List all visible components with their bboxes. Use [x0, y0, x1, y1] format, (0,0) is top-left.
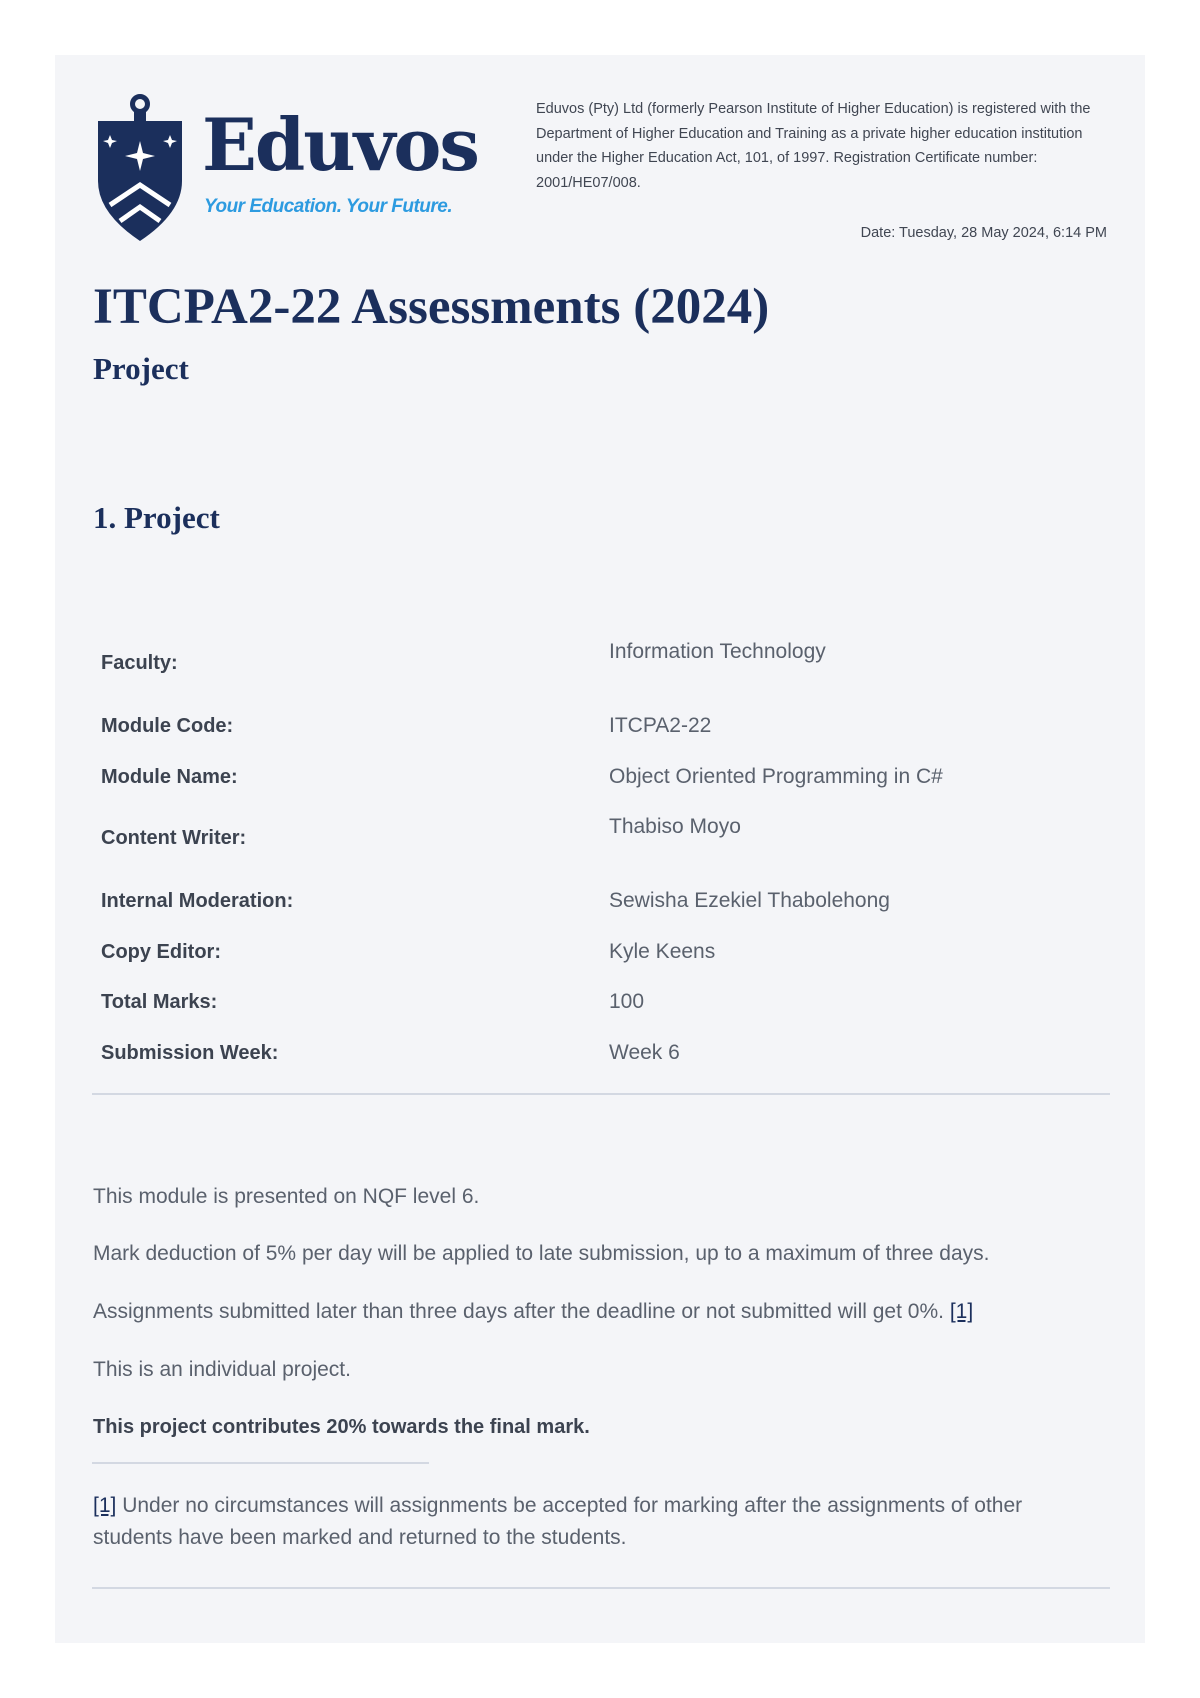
footnote-text: Under no circumstances will assignments be accepted for marking after the assignments of other students have been marked and returned to the students. — [93, 1494, 1023, 1549]
date-line: Date: Tuesday, 28 May 2024, 6:14 PM — [860, 225, 1107, 241]
page-title: ITCPA2-22 Assessments (2024) — [93, 279, 770, 335]
paragraph-late-policy-text: Assignments submitted later than three days after the deadline or not submitted will get 0%. — [93, 1300, 944, 1323]
paragraph-individual: This is an individual project. — [93, 1358, 351, 1381]
info-label: Faculty: — [101, 652, 178, 674]
info-label: Internal Moderation: — [101, 890, 294, 912]
paragraph-contribution: This project contributes 20% towards the final mark. — [93, 1416, 590, 1438]
footer-divider — [92, 1587, 1110, 1589]
info-value: Kyle Keens — [609, 940, 716, 963]
info-label: Copy Editor: — [101, 941, 221, 963]
info-value: Week 6 — [609, 1041, 680, 1064]
info-value: Object Oriented Programming in C# — [609, 765, 943, 788]
info-value: Thabiso Moyo — [609, 815, 741, 838]
paragraph-late-deduction: Mark deduction of 5% per day will be applied to late submission, up to a maximum of three days. — [93, 1242, 990, 1265]
logo-tagline: Your Education. Your Future. — [204, 196, 453, 217]
paragraph-late-policy — [93, 1300, 973, 1324]
document-page — [55, 55, 1145, 1643]
footnote-rule — [92, 1462, 429, 1464]
info-value: ITCPA2-22 — [609, 714, 712, 737]
shield-crest-icon — [90, 93, 190, 243]
eduvos-logo — [90, 93, 490, 243]
footnote-backlink[interactable]: [1] — [93, 1494, 117, 1517]
info-value: Information Technology — [609, 640, 826, 663]
info-label: Module Name: — [101, 766, 238, 788]
page-subtitle: Project — [93, 351, 189, 386]
info-value: Sewisha Ezekiel Thabolehong — [609, 889, 890, 912]
info-value: 100 — [609, 990, 645, 1013]
info-label: Module Code: — [101, 715, 234, 737]
info-label: Content Writer: — [101, 827, 247, 849]
logo-wordmark: Eduvos — [202, 102, 478, 187]
footnote-link[interactable]: [1] — [949, 1300, 974, 1323]
section-heading: 1. Project — [93, 500, 220, 535]
footnote — [93, 1490, 1093, 1554]
table-divider — [92, 1093, 1110, 1095]
registration-notice: Eduvos (Pty) Ltd (formerly Pearson Institute of Higher Education) is registered with the Department of Higher Education and Training as a private higher education institution under the Higher Education Act, 101, of 1997. Registration Certificate number: 2001/HE07/008. — [536, 101, 1091, 191]
paragraph-nqf-level: This module is presented on NQF level 6. — [93, 1185, 480, 1208]
info-label: Submission Week: — [101, 1042, 279, 1064]
info-label: Total Marks: — [101, 991, 218, 1013]
